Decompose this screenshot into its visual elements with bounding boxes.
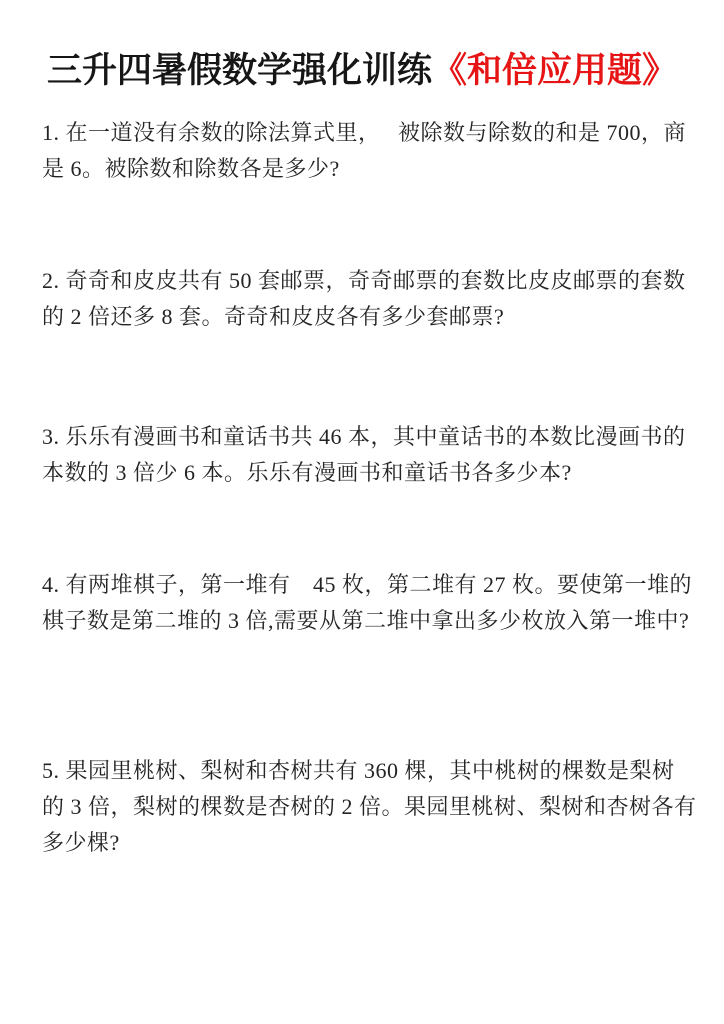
- question-3-line-1: 3. 乐乐有漫画书和童话书共 46 本，其中童话书的本数比漫画书的: [42, 424, 686, 450]
- question-3-line-2: 本数的 3 倍少 6 本。乐乐有漫画书和童话书各多少本?: [42, 460, 572, 486]
- question-5: [42, 753, 697, 861]
- question-4-line-2: 棋子数是第二堆的 3 倍,需要从第二堆中拿出多少枚放入第一堆中?: [42, 608, 690, 634]
- question-1-line-2: 是 6。被除数和除数各是多少?: [42, 156, 340, 182]
- question-5-line-1: 5. 果园里桃树、梨树和杏树共有 360 棵，其中桃树的棵数是梨树: [42, 758, 675, 784]
- page-title: [0, 50, 724, 92]
- question-2-line-1: 2. 奇奇和皮皮共有 50 套邮票，奇奇邮票的套数比皮皮邮票的套数: [42, 268, 686, 294]
- page-title-main: 三升四暑假数学强化训练: [46, 51, 432, 90]
- question-4-line-1: 4. 有两堆棋子，第一堆有 45 枚，第二堆有 27 枚。要使第一堆的: [42, 572, 693, 598]
- question-5-line-2: 的 3 倍，梨树的棵数是杏树的 2 倍。果园里桃树、梨树和杏树各有: [42, 794, 697, 820]
- page-title-highlight: 《和倍应用题》: [432, 51, 678, 90]
- question-2: [42, 263, 686, 335]
- question-1: [42, 115, 687, 187]
- question-list: [0, 115, 724, 861]
- question-1-line-1: 1. 在一道没有余数的除法算式里， 被除数与除数的和是 700，商: [42, 120, 687, 146]
- question-5-line-3: 多少棵?: [42, 830, 120, 856]
- question-4: [42, 567, 693, 639]
- question-3: [42, 419, 686, 491]
- question-2-line-2: 的 2 倍还多 8 套。奇奇和皮皮各有多少套邮票?: [42, 304, 505, 330]
